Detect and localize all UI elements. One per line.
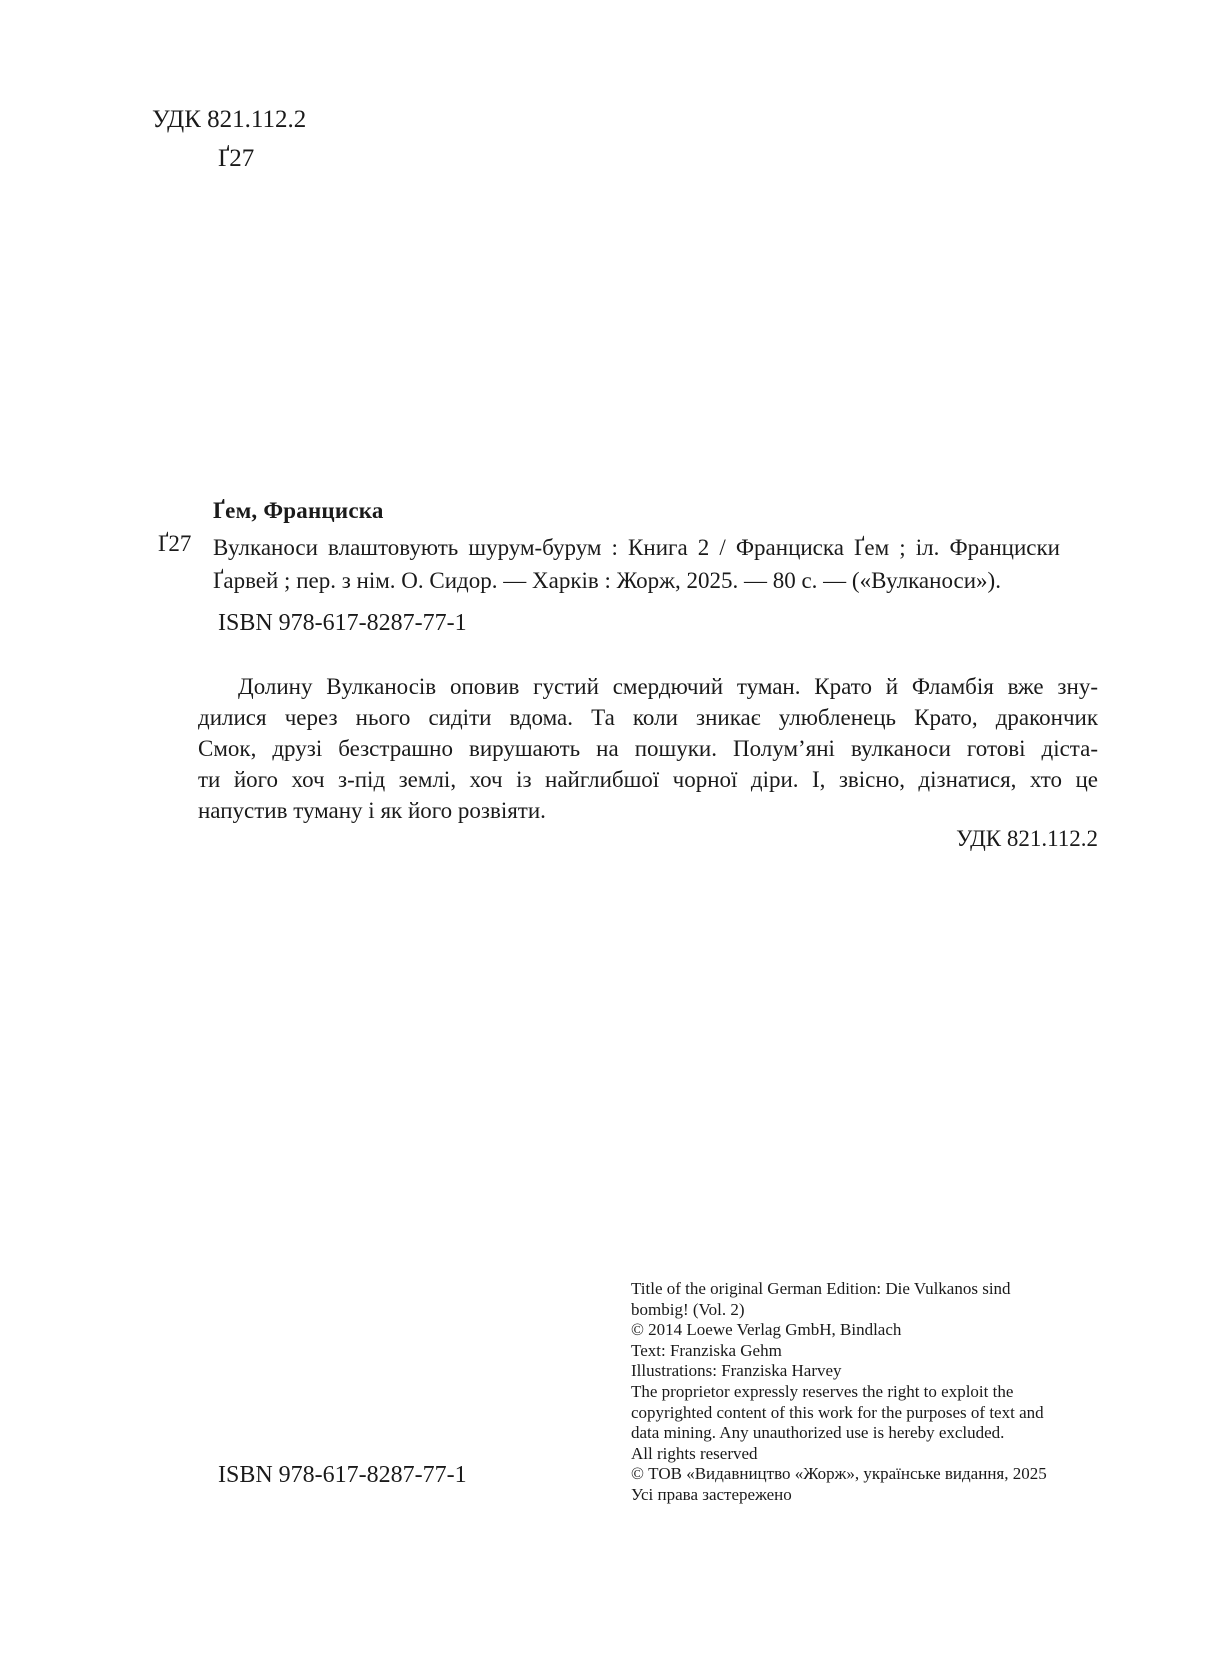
annotation-line: дилися через нього сидіти вдома. Та коли зникає улюбленець Крато, дракончик <box>198 705 1098 730</box>
udc-classification-block <box>152 100 306 178</box>
catalog-description-line: Ґарвей ; пер. з нім. О. Сидор. — Харків : Жорж, 2025. — 80 с. — («Вулканоси»). <box>213 568 1001 593</box>
isbn-number-footer: ISBN 978-617-8287-77-1 <box>218 1462 467 1488</box>
copyright-line: Title of the original German Edition: Die Vulkanos sind <box>631 1279 1011 1298</box>
copyright-line: bombig! (Vol. 2) <box>631 1299 745 1319</box>
catalog-description-line: Вулканоси влаштовують шурум-бурум : Книга 2 / Франциска Ґем ; іл. Франциски <box>213 535 1060 560</box>
copyright-line: © 2014 Loewe Verlag GmbH, Bindlach <box>631 1320 902 1340</box>
annotation-line: напустив туману і як його розвіяти. <box>198 798 546 823</box>
annotation-line: Долину Вулканосів оповив густий смердючий туман. Крато й Фламбія вже зну- <box>238 674 1098 699</box>
copyright-line: Усі права застережено <box>631 1484 792 1504</box>
udc-author-code: Ґ27 <box>218 145 255 172</box>
copyright-line: copyrighted content of this work for the purposes of text and <box>631 1402 1044 1422</box>
copyright-line: Illustrations: Franziska Harvey <box>631 1361 842 1381</box>
copyright-line: Text: Franziska Gehm <box>631 1340 782 1360</box>
annotation-line: ти його хоч з-під землі, хоч із найглибшої чорної діри. І, звісно, дізнатися, хто це <box>198 767 1098 792</box>
udc-number: УДК 821.112.2 <box>152 106 307 133</box>
copyright-block <box>631 1279 1047 1506</box>
annotation-paragraph <box>198 671 1098 826</box>
catalog-author: Ґем, Франциска <box>213 498 384 523</box>
copyright-line: The proprietor expressly reserves the right to exploit the <box>631 1381 1014 1401</box>
copyright-line: © ТОВ «Видавництво «Жорж», українське видання, 2025 <box>631 1464 1047 1484</box>
udc-number-right: УДК 821.112.2 <box>956 826 1098 851</box>
copyright-line: data mining. Any unauthorized use is hereby excluded. <box>631 1423 1005 1443</box>
catalog-description <box>213 531 1060 597</box>
copyright-line: All rights reserved <box>631 1443 758 1463</box>
isbn-number: ISBN 978-617-8287-77-1 <box>218 610 467 636</box>
annotation-line: Смок, друзі безстрашно вирушають на пошуки. Полум’яні вулканоси готові діста- <box>198 736 1098 761</box>
catalog-margin-code: Ґ27 <box>158 531 192 556</box>
